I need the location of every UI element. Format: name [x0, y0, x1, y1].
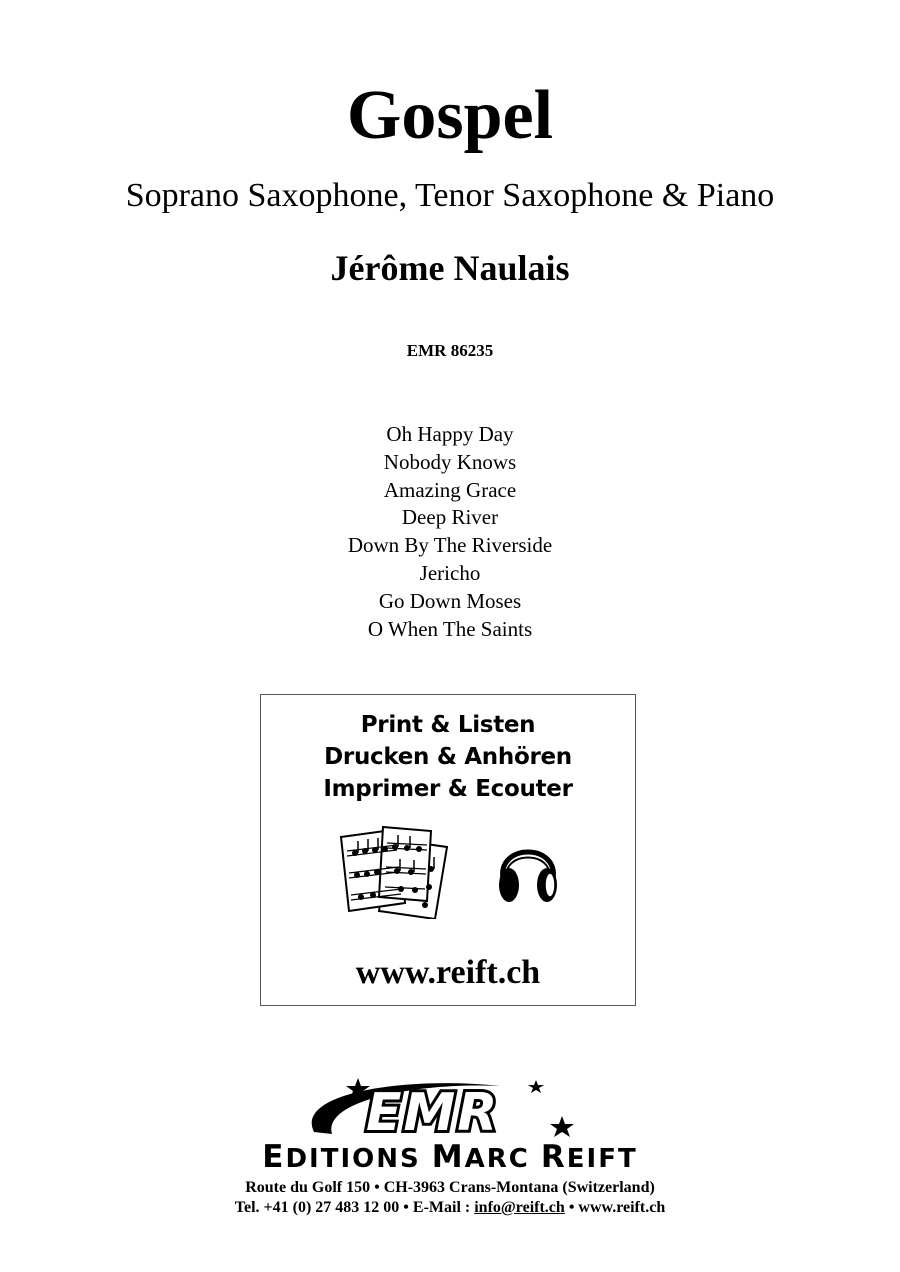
- list-item: Deep River: [401, 505, 499, 530]
- composer-name: Jérôme Naulais: [330, 248, 570, 288]
- list-item: Jericho: [419, 560, 481, 585]
- headphones-icon: [493, 835, 563, 907]
- emr-logo: [300, 1072, 580, 1144]
- instrumentation: Soprano Saxophone, Tenor Saxophone & Piano: [125, 177, 775, 214]
- logo-text: EMR: [366, 1083, 500, 1143]
- print-listen-box: [260, 694, 636, 1006]
- list-item: Amazing Grace: [383, 477, 517, 502]
- promo-line-en: Print & Listen: [360, 712, 536, 738]
- promo-line-de: Drucken & Anhören: [324, 744, 572, 770]
- piece-list: [0, 421, 900, 643]
- list-item: Down By The Riverside: [347, 533, 553, 558]
- address-line: Route du Golf 150 • CH-3963 Crans-Montana (Switzerland): [245, 1179, 655, 1196]
- list-item: Nobody Knows: [383, 449, 517, 474]
- promo-url: www.reift.ch: [355, 954, 541, 991]
- publisher-address: [0, 1178, 900, 1218]
- promo-text: [261, 709, 635, 805]
- list-item: Oh Happy Day: [386, 422, 514, 446]
- contact-line: Tel. +41 (0) 27 483 12 00 • E-Mail : info@reift.ch • www.reift.ch: [234, 1199, 666, 1216]
- sheet-music-icon: [339, 823, 469, 919]
- list-item: O When The Saints: [367, 616, 533, 641]
- email-link[interactable]: info@reift.ch: [474, 1199, 565, 1216]
- publisher-name: EDITIONS MARC REIFT: [262, 1139, 638, 1175]
- page-title: Gospel: [346, 77, 554, 154]
- promo-line-fr: Imprimer & Ecouter: [323, 776, 573, 802]
- catalog-number: EMR 86235: [406, 341, 494, 360]
- list-item: Go Down Moses: [378, 588, 522, 613]
